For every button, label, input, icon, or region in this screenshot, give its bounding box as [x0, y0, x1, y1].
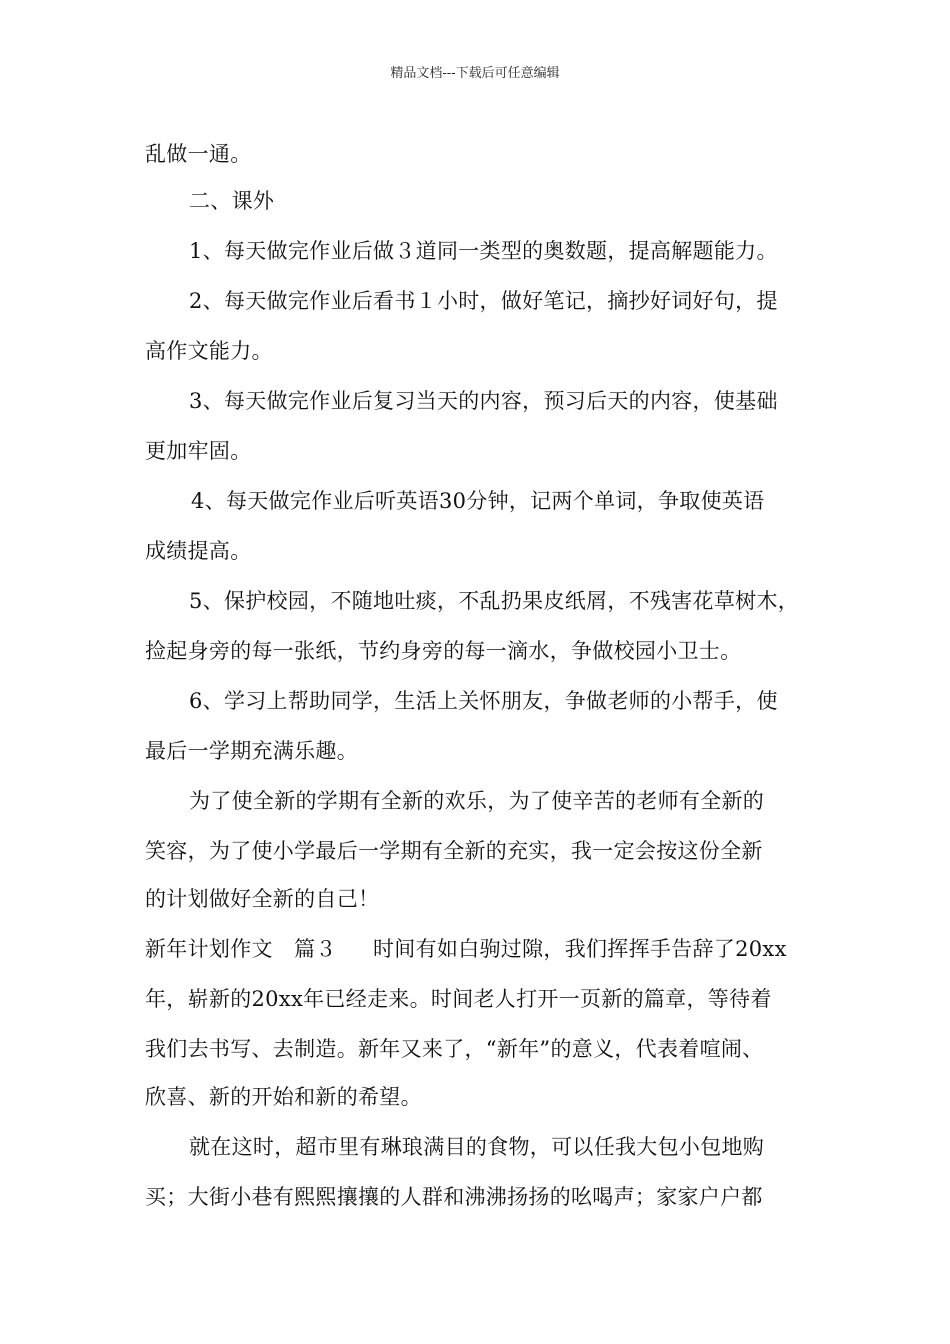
body-line: 的计划做好全新的自己！	[145, 887, 380, 911]
body-line: 高作文能力。	[145, 339, 273, 363]
body-line: 我们去书写、去制造。新年又来了，“新年”的意义，代表着喧闹、	[145, 1037, 764, 1061]
body-line: 更加牢固。	[145, 439, 252, 463]
paragraph-line: 为了使全新的学期有全新的欢乐，为了使辛苦的老师有全新的	[189, 789, 765, 813]
page-header: 精品文档---下载后可任意编辑	[390, 66, 560, 81]
list-item: 4、每天做完作业后听英语30分钟，记两个单词，争取使英语	[191, 489, 765, 513]
paragraph-start: 时间有如白驹过隙，我们挥挥手告辞了20xx	[373, 937, 787, 961]
paragraph-line: 就在这时，超市里有琳琅满目的食物，可以任我大包小包地购	[189, 1135, 765, 1159]
body-line: 乱做一通。	[145, 142, 252, 166]
body-line: 买；大街小巷有熙熙攘攘的人群和沸沸扬扬的吆喝声；家家户户都	[145, 1185, 763, 1209]
body-line: 最后一学期充满乐趣。	[145, 739, 358, 763]
section-heading: 二、课外	[189, 189, 275, 213]
body-line: 捡起身旁的每一张纸，节约身旁的每一滴水，争做校园小卫士。	[145, 639, 742, 663]
section-title: 新年计划作文 篇３	[145, 937, 337, 961]
body-line: 年，崭新的20xx年已经走来。时间老人打开一页新的篇章，等待着	[145, 987, 772, 1011]
body-line: 笑容，为了使小学最后一学期有全新的充实，我一定会按这份全新	[145, 839, 763, 863]
list-item: 1、每天做完作业后做３道同一类型的奥数题，提高解题能力。	[189, 239, 778, 263]
list-item: 2、每天做完作业后看书１小时，做好笔记，摘抄好词好句，提	[189, 289, 778, 313]
body-line: 欣喜、新的开始和新的希望。	[145, 1085, 422, 1109]
list-item: 6、学习上帮助同学，生活上关怀朋友，争做老师的小帮手，使	[189, 689, 778, 713]
section-title-line	[145, 936, 835, 962]
list-item: 3、每天做完作业后复习当天的内容，预习后天的内容，使基础	[189, 389, 778, 413]
body-line: 成绩提高。	[145, 539, 252, 563]
list-item: 5、保护校园，不随地吐痰，不乱扔果皮纸屑，不残害花草树木，	[189, 589, 800, 613]
